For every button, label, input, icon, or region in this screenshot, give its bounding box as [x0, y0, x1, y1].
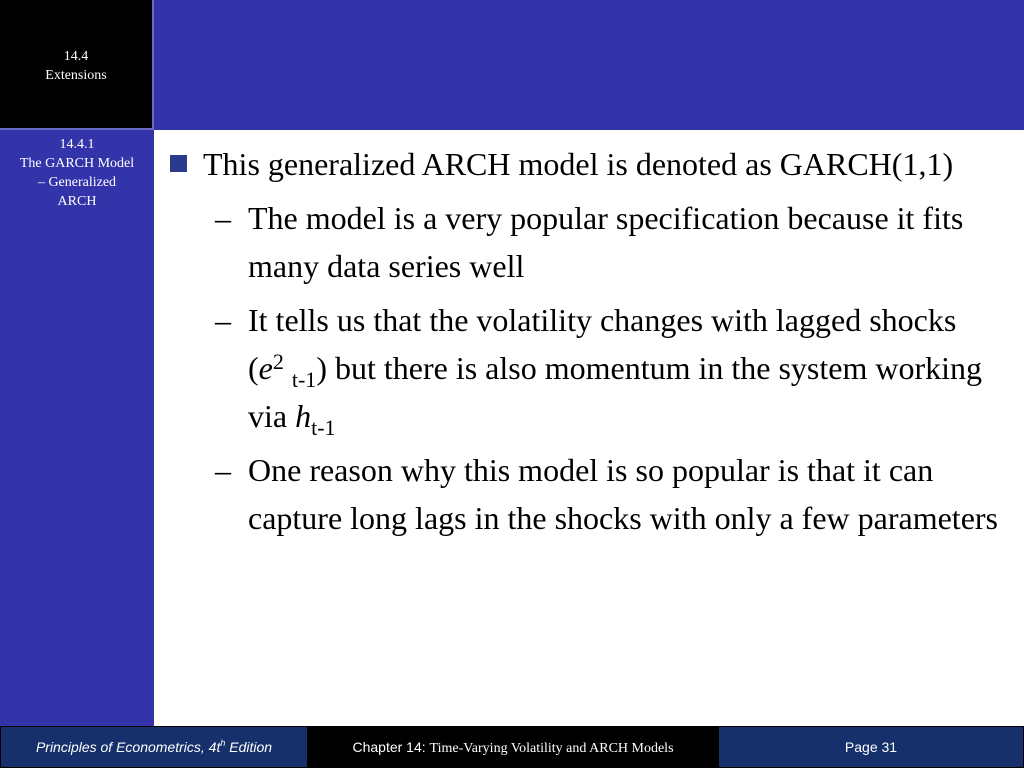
slide-content: [170, 140, 1020, 542]
subsection-number: 14.4.1: [59, 137, 95, 152]
footer-book-title: [1, 727, 307, 767]
dash-bullet-icon: –: [215, 452, 231, 488]
sub-bullet-3-text: One reason why this model is so popular is that it can capture long lags in the shocks with only a few parameters: [248, 452, 998, 536]
chapter-label: Chapter 14:: [352, 739, 426, 755]
h-subscript: t-1: [311, 415, 336, 440]
h-symbol: h: [295, 398, 312, 434]
section-label-box: [0, 0, 154, 130]
book-title-sup: h: [220, 738, 226, 748]
chapter-title: Time-Varying Volatility and ARCH Models: [429, 741, 674, 756]
footer-chapter: [309, 727, 717, 767]
dash-bullet-icon: –: [215, 302, 231, 338]
subsection-title-line3: ARCH: [57, 194, 97, 209]
e-symbol: e: [258, 350, 273, 386]
footer-page-number: Page 31: [719, 727, 1023, 767]
dash-bullet-icon: –: [215, 200, 231, 236]
main-bullet: [170, 140, 1020, 188]
header-band: [154, 0, 1024, 130]
section-title: Extensions: [45, 68, 107, 83]
sub-bullet-1-text: The model is a very popular specification because it fits many data series well: [248, 200, 964, 284]
book-title-text: Principles of Econometrics, 4t: [35, 739, 221, 755]
e-subscript: t-1: [291, 367, 317, 392]
sub-bullet-2-text-start: It tells us that the volatility changes with lagged shocks (: [248, 302, 957, 386]
main-bullet-text: This generalized ARCH model is denoted as GARCH(1,1): [203, 146, 954, 182]
book-edition-text: Edition: [225, 739, 273, 755]
sub-bullet-1: [170, 194, 1020, 290]
sub-bullet-2: [170, 296, 1020, 440]
subsection-title-line2: – Generalized: [37, 175, 117, 190]
sub-bullet-2-text-end: ) but there is also momentum in the system working via: [248, 350, 982, 434]
sub-bullet-3: [170, 446, 1020, 542]
e-superscript: 2: [272, 349, 284, 374]
subsection-title-line1: The GARCH Model: [19, 156, 135, 171]
section-number: 14.4: [63, 49, 89, 64]
sidebar: [0, 130, 154, 726]
square-bullet-icon: [170, 155, 187, 172]
